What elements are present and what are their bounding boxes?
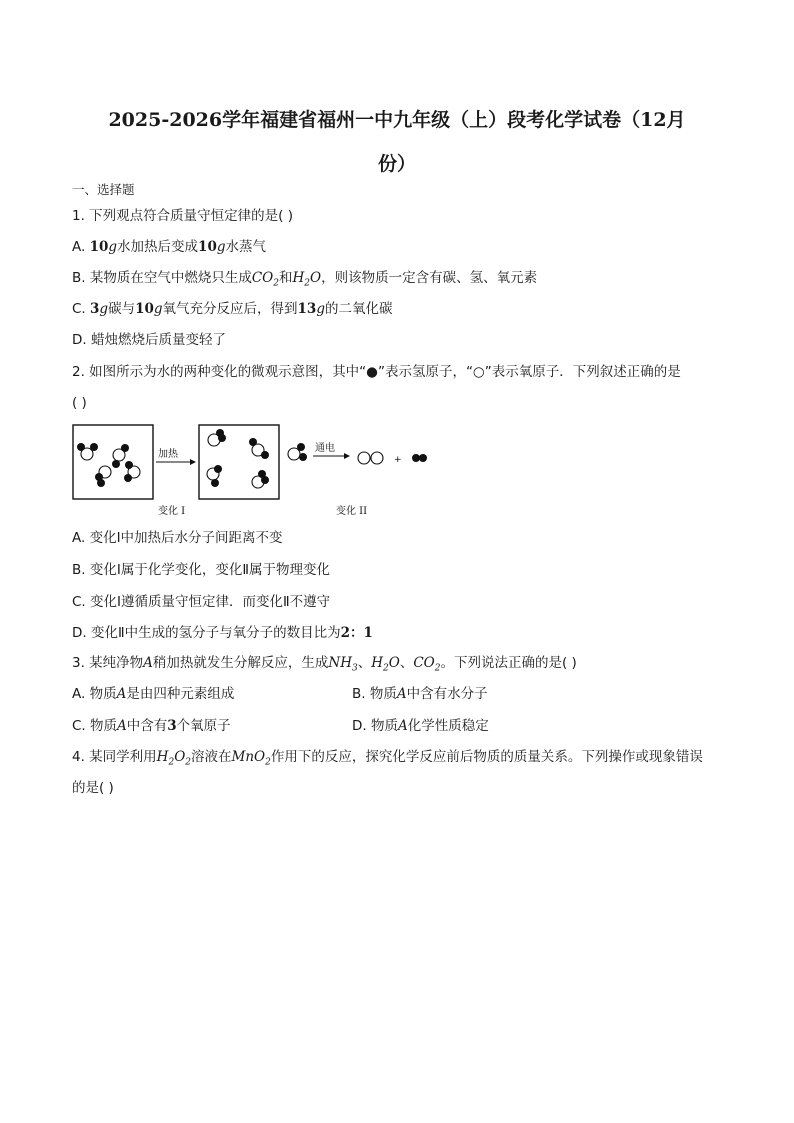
water-molecule [124,461,140,482]
electrolysis-label: 通电 [315,443,335,454]
q1-option-d: D. 蜡烛燃烧后质量变轻了 [72,332,226,348]
title-line-1: 2025-2026学年福建省福州一中九年级（上）段考化学试卷（12月 [108,109,686,131]
q2-option-a: A. 变化Ⅰ中加热后水分子间距离不变 [72,530,283,546]
water-molecule [252,470,269,488]
q2-option-b: B. 变化Ⅰ属于化学变化，变化Ⅱ属于物理变化 [72,562,330,578]
q3-option-d: D. 物质A化学性质稳定 [352,718,489,734]
plus-sign: + [394,455,402,465]
q3-option-c: C. 物质A中含有3个氧原子 [72,718,231,734]
q2-stem: 2. 如图所示为水的两种变化的微观示意图，其中“●”表示氢原子，“○”表示氧原子．下列叙述正确的是 [72,364,681,380]
electrolysis-arrow-head [344,453,350,459]
water-molecule [207,465,222,487]
q1-stem: 1. 下列观点符合质量守恒定律的是( ) [72,208,293,224]
water-molecule [288,443,307,461]
q3-option-b: B. 物质A中含有水分子 [352,686,488,702]
caption-change-1: 变化 I [158,506,186,517]
caption-change-2: 变化 II [336,506,368,517]
heat-label: 加热 [158,449,178,460]
heat-arrow-head [190,459,196,465]
q1-option-b: B. 某物质在空气中燃烧只生成$CO_2$和$H_2O$，则该物质一定含有碳、氢、氧元素 [72,270,538,289]
water-molecule [95,466,111,487]
q3-stem: 3. 某纯净物A稍加热就发生分解反应，生成$NH_3$、$H_2O$、$CO_2$。下列说法正确的是( ) [72,655,577,674]
q1-option-a: A. 10g水加热后变成10g水蒸气 [72,239,266,255]
q4-stem-line-2: 的是( ) [72,780,114,796]
q1-option-c: C. 3g碳与10g氧气充分反应后，得到13g的二氧化碳 [72,301,393,317]
q2-option-d: D. 变化Ⅱ中生成的氢分子与氧分子的数目比为2：1 [72,625,373,641]
oxygen-molecule [358,452,383,464]
hydrogen-molecule [412,454,427,462]
q3-option-a: A. 物质A是由四种元素组成 [72,686,235,702]
water-molecule [249,438,269,459]
water-molecule [77,443,98,460]
water-molecule [208,429,226,446]
water-change-diagram [72,422,452,522]
q4-stem: 4. 某同学利用$H_2O_2$溶液在MnO$_2$作用下的反应，探究化学反应前后物质的质量关系。下列操作或现象错误 [72,749,703,768]
q2-paren: ( ) [72,395,87,411]
q2-option-c: C. 变化Ⅰ遵循质量守恒定律．而变化Ⅱ不遵守 [72,594,331,610]
exam-title [60,98,734,186]
section-heading: 一、选择题 [72,182,135,197]
title-line-2: 份） [377,153,416,175]
